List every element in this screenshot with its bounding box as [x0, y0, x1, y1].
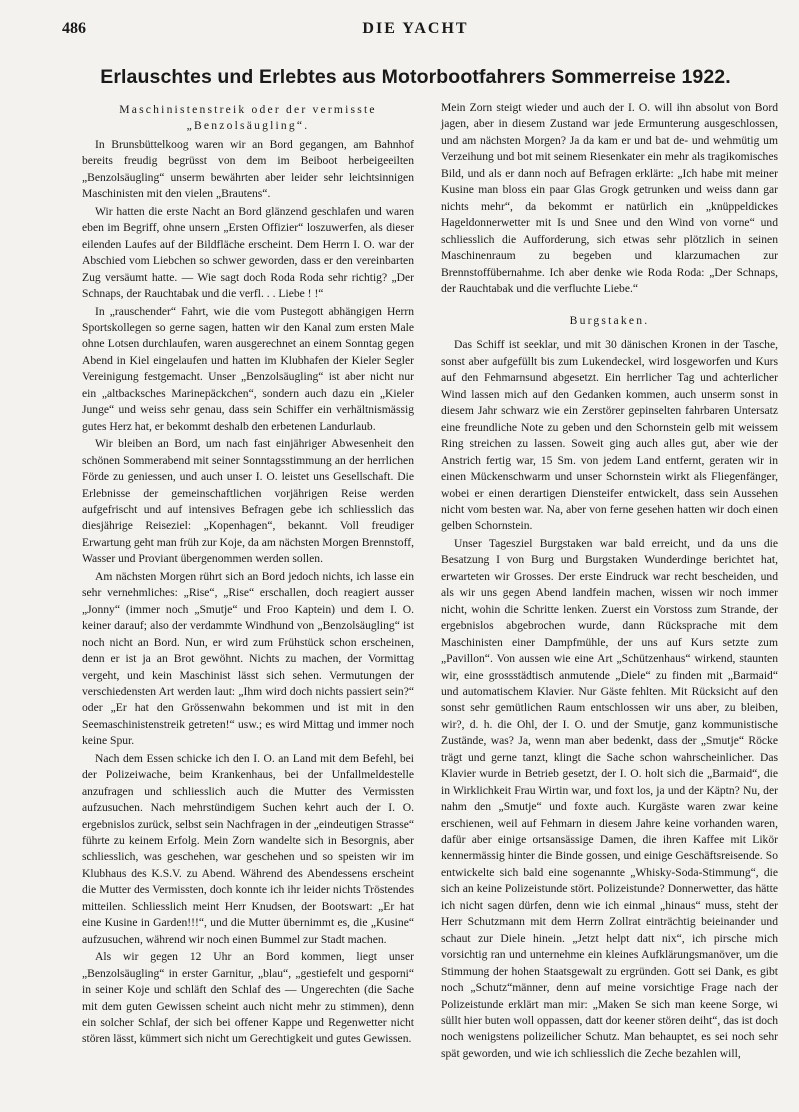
- paragraph: Das Schiff ist seeklar, und mit 30 dänischen Kronen in der Tasche, sonst aber aufgefüllt bis zum Lukendeckel, wird losgeworfen und Kurs auf den Fehmarnsund abgesetzt. Ein herrlicher Tag und achterlicher Wind lassen mich auf den Gedanken kommen, auch unserm sonst in diesem Jahr schwarz wie ein Zerstörer gepinselten fahrbaren Untersatz eine freundliche Note zu geben und den Schornstein gelb mit weissem Ring streichen zu lassen. Soweit ging auch alles gut, aber wie der Anstrich fertig war, 15 Sm. von jedem Land entfernt, geraten wir in einen Mückenschwarm und unser Schornstein wirkt als Fliegenfänger, wobei er einen derartigen Diensteifer entwickelt, dass sein Aussehen nicht vom besten war. Na, aber von ferne gesehen hatten wir doch einen gelben Schornstein.: [441, 338, 778, 533]
- paragraph: Wir hatten die erste Nacht an Bord glänzend geschlafen und waren eben im Begriff, ohne unsern „Ersten Offizier“ loszuwerfen, als dieser eilenden Laufes auf der Bildfläche erscheint. Dem Herrn I. O. war der Abschied vom Liebchen so schwer geworden, dass er den vereinbarten Zug versäumt hatte. — Wie sagt doch Roda Roda sehr richtig? „Der Schnaps, der Rauchtabak und die verfl. . . Liebe ! !“: [82, 204, 414, 301]
- section-heading-burgstaken: Burgstaken.: [569, 314, 650, 328]
- section-heading-maschinistenstreik: Maschinistenstreik oder der vermisste „Benzolsäugling“.: [119, 103, 377, 132]
- paragraph: Als wir gegen 12 Uhr an Bord kommen, liegt unser „Benzolsäugling“ in erster Garnitur, „blau“, „gestiefelt und gesporni“ in seiner Koje und schläft den Schlaf des — Ungerechten (die Sache mit dem guten Gewissen scheint auch nicht mehr zu stimmen), denn ein solcher Schlaf, der sich bei offener Kappe und Regenwetter nicht stören lässt, kümmert sich nicht um Gerechtigkeit und gutes Gewissen.: [82, 950, 414, 1046]
- paragraph-continued: Mein Zorn steigt wieder und auch der I. O. will ihn absolut von Bord jagen, aber in diesem Zustand war jede Ermunterung ausgeschlossen, und am nächsten Morgen? Ja da kam er und bat de- und wehmütig um Verzeihung und bot mit seinem Riesenkater ein mehr als tragikomisches Bild, und als er dann noch auf Befragen erklärte: „Ich habe mit meiner Kusine man bloss ein paar Glas Grogk getrunken und weiss dann gar nichts mehr“, da bekommt er natürlich ein „knüppeldickes Hageldonnerwetter mit Is und Snee und den Wind von vorne“ und schliesslich die Aufforderung, sich etwas sehr plötzlich in seinen Maschinenraum zu begeben und klarzumachen zur Brennstoffübernahme. Ich aber denke wie Roda Roda: „Der Schnaps, der Rauchtabak und die verfluchte Liebe.“: [441, 101, 778, 295]
- paragraph: Unser Tagesziel Burgstaken war bald erreicht, und da uns die Besatzung I von Burg und Burgstaken Wunderdinge berichtet hat, erwarteten wir Grosses. Der erste Eindruck war recht bescheiden, und als wir uns gegen Abend landfein machen, wissen wir noch immer nicht, wohin die Schritte lenken. Zuerst ein Vorstoss zum Strande, der ergebnislos abgebrochen wurde, dann Rücksprache mit dem Maschinisten einer Dampfmühle, der uns auf Kurs setzte zum „Pavillon“. Von aussen wie eine Art „Schützenhaus“ wirkend, staunten wir, eine grossstädtisch anmutende „Diele“ zu finden mit „Barmaid“ und automatischem Klavier. Nur Gäste fehlten. Mit Rücksicht auf den sonst sehr gemütlichen Raum entschlossen wir uns aber, zu bleiben, wir?, d. h. die Ohl, der I. O. und der Smutje, ganz kommunistische Zustände, was? Ja, wenn man aber bedenkt, dass der „Smutje“ Röcke trägt und gerne tanzt, klingt die Sache schon wahrscheinlicher. Das Klavier wurde in Betrieb gesetzt, der I. O. holt sich die „Barmaid“, die in Wirklichkeit Frau Wirtin war, und foxt los, ja und der Käptn? Nu, der nahm den „Smutje“ und foxte auch. Kurgäste waren zwar keine erschienen, weil auf Fehmarn in diesem Jahre keine vorhanden waren, dafür aber einige ortsansässige Damen, die ihren Kaffee mit Likör kennermässig hinter die Binde gossen, und einige Geschäftsreisende. So entwickelte sich bald eine sogenannte „Whisky-Soda-Stimmung“, die sich an keine Polizeistunde stört. Polizeistunde? Donnerwetter, das hätte ich nicht sagen dürfen, denn wie ich einmal „hinaus“ muss, steht der Herr Schutzmann mit dem Herrn Zollrat einträchtig beieinander und schaut zur Diele hinein. „Jetzt helpt datt nix“, ich pirsche mich vorsichtig ran und unternehme ein kleines Aufklärungsmanöver, um die Stimmung der hohen Staatsgewalt zu ergründen. Gott sei Dank, es gibt noch „Schutz“männer, denn auf meine vorsichtige Frage nach der Polizeistunde erklärt man mir: „Maken Se sich man keene Sorge, wi süllt hier buten woll oppassen, datt dor keener stören deiht“, das ist doch noch wenigstens polizeilicher Schutz. Man behauptet, es sei noch sehr spät geworden, und wie ich schliesslich die Zeche bezahlen will,: [441, 536, 778, 1060]
- right-column: [441, 100, 778, 1063]
- paragraph: Am nächsten Morgen rührt sich an Bord jedoch nichts, ich lasse ein sehr vernehmliches: „Rise“, „Rise“ erschallen, doch reagiert ausser „Jonny“ (immer noch „Smutje“ und Froo Kaptein) und dem I. O. keiner darauf; also der verdammte Windhund von „Benzolsäugling“ ist noch nicht an Bord. Nun, er wird zum Frühstück schon erscheinen, denn er ist ja an Brot gewöhnt. Nichts zu machen, der Vormittag vergeht, und kein Maschinist lässt sich sehen. Vermutungen der verschiedensten Art werden laut: „Ihm wird doch nichts passiert sein?“ oder „Er hat den Grössenwahn bekommen und ist mit in den Seemaschinistenstreik getreten!“ usw.; es wird Mittag und immer noch keine Spur.: [82, 569, 414, 748]
- page-header: [62, 20, 769, 42]
- paragraph: Nach dem Essen schicke ich den I. O. an Land mit dem Befehl, bei der Polizeiwache, beim Krankenhaus, bei der Unfallmeldestelle anzufragen und schliesslich auch die Mutter des Vermissten aufzusuchen. Nach mehrstündigem Suchen kehrt auch der I. O. ergebnislos zurück, selbst sein Nachfragen in der „eindeutigen Strasse“ führte zu keinem Erfolg. Mein Zorn wandelte sich in Besorgnis, aber schliesslich, was geschehen, war geschehen und so speisten wir im Klubhaus des K.S.V. zu Abend. Während des Abendessens erscheint die Mutter des Vermissten, doch konnte ich ihr leider nichts Tröstendes mitteilen. Schliesslich meint Herr Knudsen, der Bootswart: „Er hat eine Kusine in Garden!!!“, und die Mutter übernimmt es, die „Kusine“ aufzusuchen, während wir noch einen Bummel zur Stadt machen.: [82, 751, 414, 946]
- article-title: Erlauschtes und Erlebtes aus Motorbootfahrers Sommerreise 1922.: [100, 66, 731, 88]
- running-title: DIE YACHT: [362, 20, 469, 37]
- paragraph: Wir bleiben an Bord, um nach fast einjähriger Abwesenheit den schönen Sommerabend mit seiner Sonntagsstimmung an der herrlichen Förde zu geniessen, und auch unser I. O. leistet uns Gesellschaft. Die Erlebnisse der gemeinschaftlichen vorjährigen Reise werden aufgefrischt und auf intensives Befragen gebe ich schliesslich das diesjährige Reiseziel: „Kopenhagen“, bekannt. Voll freudiger Erwartung geht man früh zur Koje, da am nächsten Morgen Brennstoff, Wasser und Proviant übergenommen werden sollen.: [82, 437, 414, 566]
- paragraph: In „rauschender“ Fahrt, wie die vom Pustegott abhängigen Herrn Sportskollegen so gerne sagen, hatten wir den Kanal zum ersten Male ohne Lotsen durchlaufen, waren ausgerechnet an einem Sonntag gegen Abend in Kiel eingelaufen und hatten im Klubhafen der Kieler Segler Vereinigung festgemacht. Unser „Benzolsäugling“ ist aber nicht nur ein „altbacksches Marinepäckchen“, sondern auch dazu ein „Kieler Junge“ und weiss sehr genau, dass sein Schiffer ein verhältnismässig gutes Herz hat, er bekommt deshalb den erbetenen Landurlaub.: [82, 304, 414, 433]
- left-column: [82, 100, 414, 1049]
- paragraph: In Brunsbüttelkoog waren wir an Bord gegangen, am Bahnhof bereits freudig begrüsst von dem im Beiboot herbeigeeilten „Benzolsäugling“ unserm bewährten aber leider sehr leichtsinnigen Maschinisten mit den vielen „Brautens“.: [82, 138, 414, 201]
- page-number: 486: [62, 20, 86, 37]
